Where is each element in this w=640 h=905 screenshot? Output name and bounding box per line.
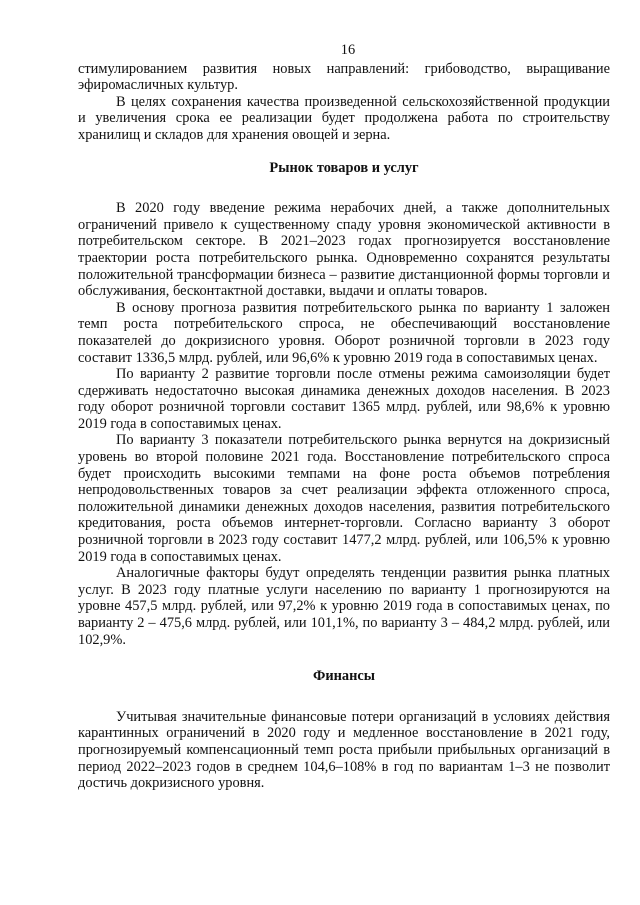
paragraph-market-5: Аналогичные факторы будут определять тенденции развития рынка платных услуг. В 2023 году платные услуги населению по варианту 1 прогнозируются на уровне 457,5 млрд. рублей, или 97,2% к уровню 2019 года в сопоставимых ценах, по варианту 2 – 475,6 млрд. рублей, или 101,1%, по варианту 3 – 484,2 млрд. рублей, или 102,9%.	[78, 565, 610, 648]
page-number: 16	[340, 42, 356, 58]
paragraph-market-4: По варианту 3 показатели потребительского рынка вернутся на докризисный уровень во второй половине 2021 года. Восстановление потребительского спроса будет происходить высокими темпами на фоне роста объемов потребления непродовольственных товаров за счет реализации эффекта отложенного спроса, положительной динамики денежных доходов населения, развития потребительского кредитования, роста объемов интернет-торговли. Согласно варианту 3 оборот розничной торговли в 2023 году составит 1477,2 млрд. рублей, или 106,5% к уровню 2019 года в сопоставимых ценах.	[78, 432, 610, 565]
paragraph-finance-1: Учитывая значительные финансовые потери организаций в условиях действия карантинных ограничений в 2020 году и медленное восстановление в 2021 году, прогнозируемый компенсационный темп роста прибыли прибыльных организаций в период 2022–2023 годов в среднем 104,6–108% в год по вариантам 1–3 не позволит достичь докризисного уровня.	[78, 708, 610, 792]
paragraph-market-3: По варианту 2 развитие торговли после отмены режима самоизоляции будет сдерживать недостаточно высокая динамика денежных доходов населения. В 2023 году оборот розничной торговли составит 1365 млрд. рублей, или 98,6% к уровню 2019 года в сопоставимых ценах.	[78, 366, 610, 432]
paragraph-market-2: В основу прогноза развития потребительского рынка по варианту 1 заложен темп роста потребительского спроса, не обеспечивающий восстановление показателей до докризисного уровня. Оборот розничной торговли в 2023 году составит 1336,5 млрд. рублей, или 96,6% к уровню 2019 года в сопоставимых ценах.	[78, 299, 610, 366]
section-heading-market: Рынок товаров и услуг	[269, 159, 419, 176]
paragraph-market-1: В 2020 году введение режима нерабочих дней, а также дополнительных ограничений привело к существенному спаду уровня экономической активности в потребительском секторе. В 2021–2023 годах прогнозируется восстановление траектории роста потребительского рынка. Одновременно сохранятся результаты положительной трансформации бизнеса – развитие дистанционной формы торговли и обслуживания, бесконтактной доставки, выдачи и оплаты товаров.	[78, 200, 610, 300]
section-heading-finance: Финансы	[312, 668, 376, 685]
paragraph-intro-2: В целях сохранения качества произведенной сельскохозяйственной продукции и увеличения срока ее реализации будет продолжена работа по строительству хранилищ и складов для хранения овощей и зерна.	[78, 93, 610, 143]
paragraph-intro-1: стимулированием развития новых направлений: грибоводство, выращивание эфиромасличных культур.	[78, 60, 610, 94]
